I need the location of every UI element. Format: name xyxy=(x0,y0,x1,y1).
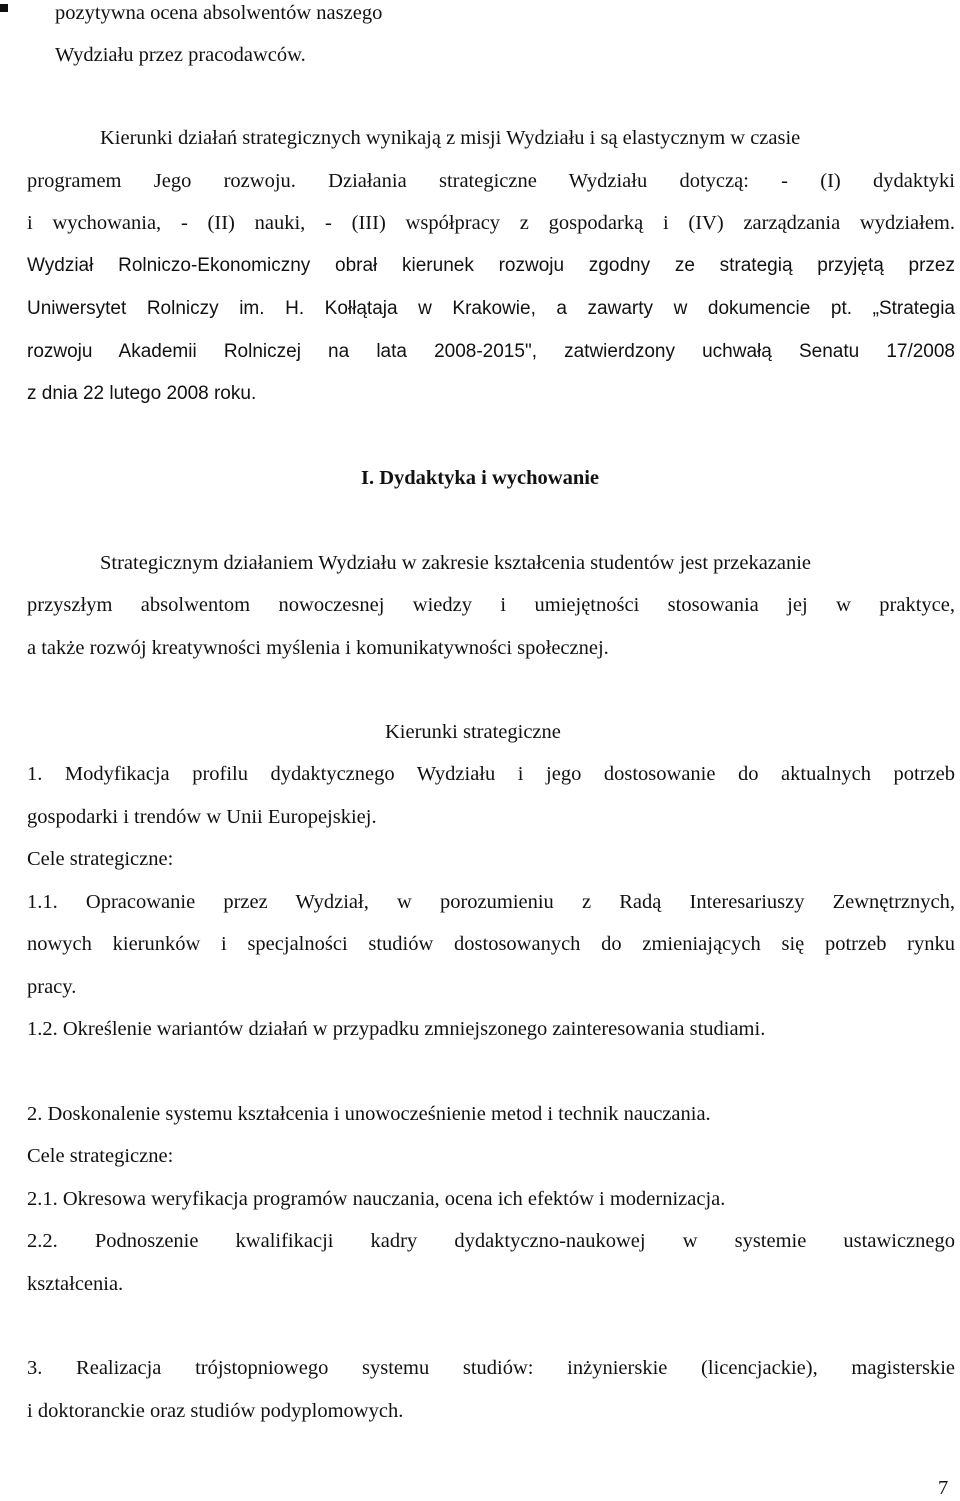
goal-2-2-line-1: 2.2. Podnoszenie kwalifikacji kadry dydaktyczno-naukowej w systemie ustawicznego xyxy=(27,1230,955,1252)
paragraph-2-line-2: Uniwersytet Rolniczy im. H. Kołłątaja w Krakowie, a zawarty w dokumencie pt. „Strategia xyxy=(27,298,955,319)
goals-label-2: Cele strategiczne: xyxy=(27,1145,174,1167)
section-paragraph-line-2: przyszłym absolwentom nowoczesnej wiedzy i umiejętności stosowania jej w praktyce, xyxy=(27,594,955,616)
paragraph-1-line-1: Kierunki działań strategicznych wynikają z misji Wydziału i są elastycznym w czasie xyxy=(100,127,801,149)
section-paragraph-line-1: Strategicznym działaniem Wydziału w zakresie kształcenia studentów jest przekazanie xyxy=(100,552,812,574)
direction-3-line-2: i doktoranckie oraz studiów podyplomowych. xyxy=(27,1400,404,1422)
page-number: 7 xyxy=(938,1477,949,1499)
paragraph-2-line-3: rozwoju Akademii Rolniczej na lata 2008-2015", zatwierdzony uchwałą Senatu 17/2008 xyxy=(27,341,955,362)
subheading: Kierunki strategiczne xyxy=(385,721,561,743)
goal-2-2-line-2: kształcenia. xyxy=(27,1273,124,1295)
paragraph-2-line-1: Wydział Rolniczo-Ekonomiczny obrał kierunek rozwoju zgodny ze strategią przyjętą przez xyxy=(27,255,955,276)
bullet-line-2: Wydziału przez pracodawców. xyxy=(55,44,306,66)
section-heading: I. Dydaktyka i wychowanie xyxy=(360,467,600,489)
direction-3-line-1: 3. Realizacja trójstopniowego systemu studiów: inżynierskie (licencjackie), magisterskie xyxy=(27,1357,955,1379)
goals-label-1: Cele strategiczne: xyxy=(27,848,174,870)
goal-2-1: 2.1. Okresowa weryfikacja programów nauczania, ocena ich efektów i modernizacja. xyxy=(27,1188,726,1210)
bullet-line-1: pozytywna ocena absolwentów naszego xyxy=(55,2,383,24)
section-paragraph-line-3: a także rozwój kreatywności myślenia i komunikatywności społecznej. xyxy=(27,637,609,659)
direction-1-line-2: gospodarki i trendów w Unii Europejskiej. xyxy=(27,806,377,828)
goal-1-2: 1.2. Określenie wariantów działań w przypadku zmniejszonego zainteresowania studiami. xyxy=(27,1018,766,1040)
direction-1-line-1: 1. Modyfikacja profilu dydaktycznego Wydziału i jego dostosowanie do aktualnych potrzeb xyxy=(27,763,955,785)
paragraph-1-line-3: i wychowania, - (II) nauki, - (III) współpracy z gospodarką i (IV) zarządzania wydziałem. xyxy=(27,212,955,234)
goal-1-1-line-1: 1.1. Opracowanie przez Wydział, w porozumieniu z Radą Interesariuszy Zewnętrznych, xyxy=(27,891,955,913)
bullet-marker xyxy=(0,4,8,12)
goal-1-1-line-2: nowych kierunków i specjalności studiów dostosowanych do zmieniających się potrzeb rynku xyxy=(27,933,955,955)
goal-1-1-line-3: pracy. xyxy=(27,976,77,998)
paragraph-2-line-4: z dnia 22 lutego 2008 roku. xyxy=(27,383,257,404)
direction-2: 2. Doskonalenie systemu kształcenia i unowocześnienie metod i technik nauczania. xyxy=(27,1103,711,1125)
paragraph-1-line-2: programem Jego rozwoju. Działania strategiczne Wydziału dotyczą: - (I) dydaktyki xyxy=(27,170,955,192)
